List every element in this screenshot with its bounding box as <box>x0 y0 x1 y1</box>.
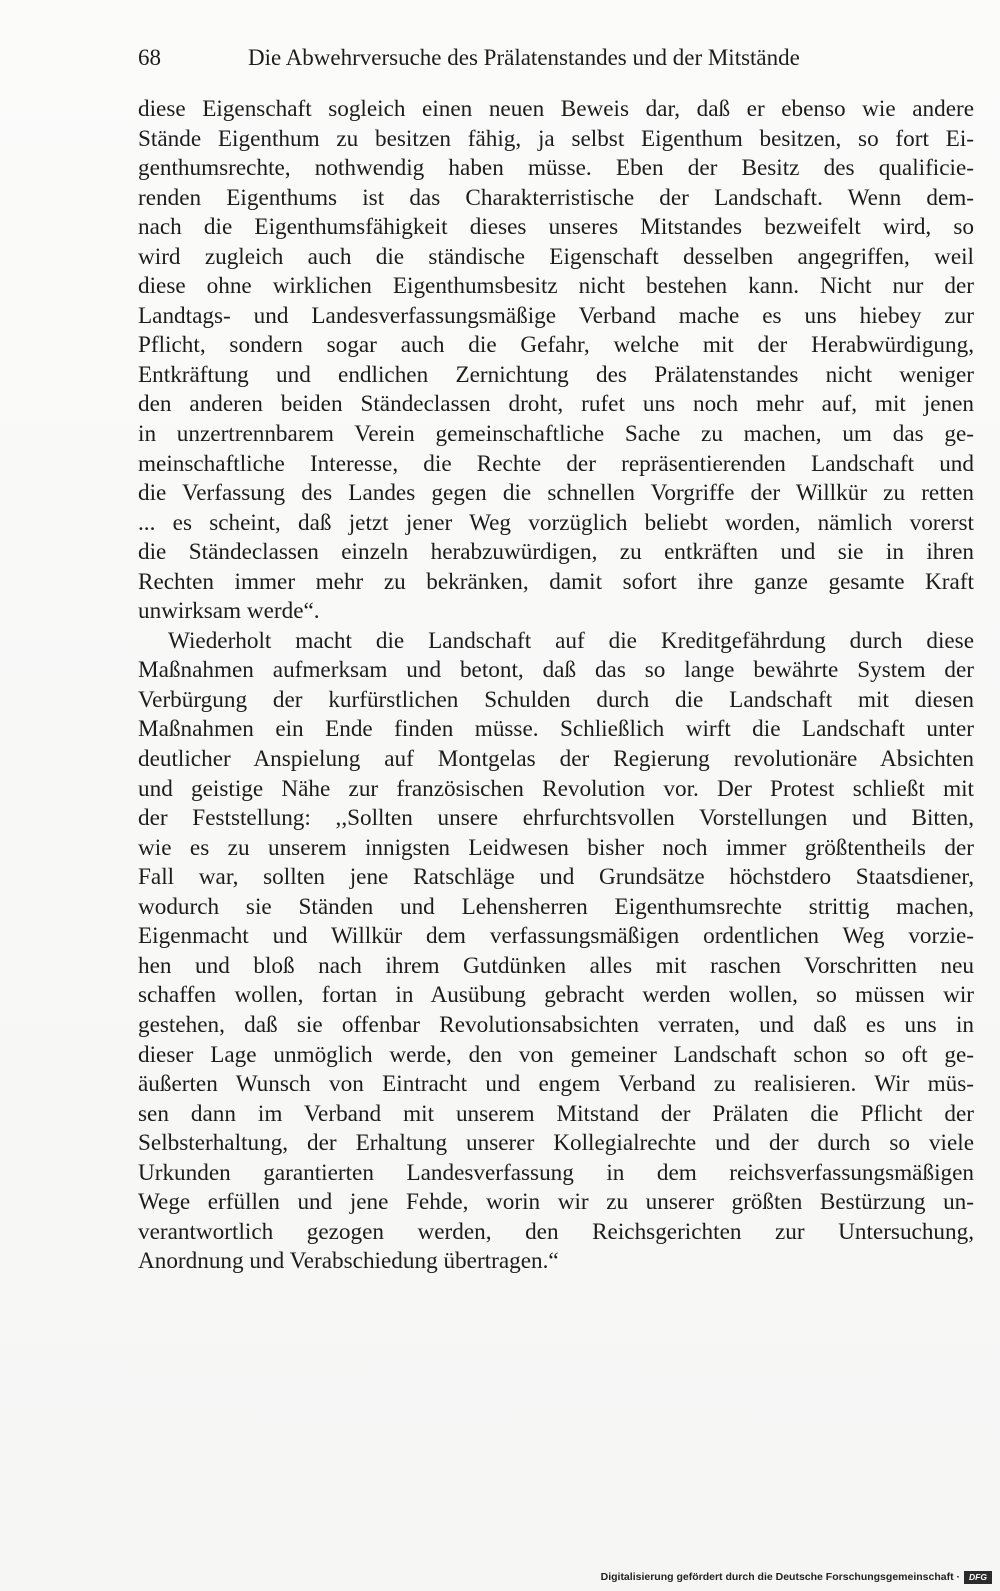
text-line: schaffen wollen, fortan in Ausübung gebracht werden wollen, so müssen wir <box>138 982 974 1009</box>
text-line: Rechten immer mehr zu bekränken, damit sofort ihre ganze gesamte Kraft <box>138 568 974 595</box>
text-line: in unzertrennbarem Verein gemeinschaftliche Sache zu machen, um das ge- <box>138 421 974 448</box>
text-line: Pflicht, sondern sogar auch die Gefahr, welche mit der Herabwürdigung, <box>138 332 974 359</box>
text-line: hen und bloß nach ihrem Gutdünken alles mit raschen Vorschritten neu <box>138 952 974 979</box>
text-line: sen dann im Verband mit unserem Mitstand der Prälaten die Pflicht der <box>138 1100 974 1127</box>
text-line: und geistige Nähe zur französischen Revolution vor. Der Protest schließt mit <box>138 775 974 802</box>
text-line: wodurch sie Ständen und Lehensherren Eigenthumsrechte strittig machen, <box>138 893 974 920</box>
text-line: meinschaftliche Interesse, die Rechte der repräsentierenden Landschaft und <box>138 450 974 477</box>
text-line: Selbsterhaltung, der Erhaltung unserer Kollegialrechte und der durch so viele <box>138 1130 974 1157</box>
text-line: äußerten Wunsch von Eintracht und engem Verband zu realisieren. Wir müs- <box>138 1071 974 1098</box>
dfg-logo: DFG <box>964 1571 992 1584</box>
text-line: nach die Eigenthumsfähigkeit dieses unseres Mitstandes bezweifelt wird, so <box>138 214 974 241</box>
text-line: renden Eigenthums ist das Charakterristische der Landschaft. Wenn dem- <box>138 184 974 211</box>
text-line: wird zugleich auch die ständische Eigenschaft desselben angegriffen, weil <box>138 243 974 270</box>
text-line: dieser Lage unmöglich werde, den von gemeiner Landschaft schon so oft ge- <box>138 1041 974 1068</box>
text-line: Wege erfüllen und jene Fehde, worin wir zu unserer größten Bestürzung un- <box>138 1189 974 1216</box>
page-number: 68 <box>138 45 161 70</box>
text-line: der Feststellung: ,,Sollten unsere ehrfurchtsvollen Vorstellungen und Bitten, <box>138 805 974 832</box>
text-line: genthumsrechte, nothwendig haben müsse. Eben der Besitz des qualificie- <box>138 155 974 182</box>
text-line: den anderen beiden Ständeclassen droht, rufet uns noch mehr auf, mit jenen <box>138 391 974 418</box>
text-line: diese Eigenschaft sogleich einen neuen Beweis dar, daß er ebenso wie andere <box>138 96 974 122</box>
text-line: unwirksam werde“. <box>138 598 320 625</box>
text-line: wie es zu unserem innigsten Leidwesen bisher noch immer größtentheils der <box>138 834 974 861</box>
credit-text: Digitalisierung gefördert durch die Deutsche Forschungsgemeinschaft · <box>600 1571 960 1583</box>
text-line: verantwortlich gezogen werden, den Reichsgerichten zur Untersuchung, <box>138 1218 974 1245</box>
digitization-credit <box>601 1569 992 1585</box>
text-line: Maßnahmen aufmerksam und betont, daß das so lange bewährte System der <box>138 657 974 684</box>
text-line: die Verfassung des Landes gegen die schnellen Vorgriffe der Willkür zu retten <box>138 480 974 507</box>
text-line: deutlicher Anspielung auf Montgelas der Regierung revolutionäre Absichten <box>138 746 974 773</box>
text-line: Eigenmacht und Willkür dem verfassungsmäßigen ordentlichen Weg vorzie- <box>138 923 974 950</box>
text-line: Maßnahmen ein Ende finden müsse. Schließlich wirft die Landschaft unter <box>138 716 974 743</box>
running-title: Die Abwehrversuche des Prälatenstandes und der Mitstände <box>248 45 800 70</box>
text-line: Landtags- und Landesverfassungsmäßige Verband mache es uns hiebey zur <box>138 302 974 329</box>
text-line: Stände Eigenthum zu besitzen fähig, ja selbst Eigenthum besitzen, so fort Ei- <box>138 125 974 152</box>
text-line: diese ohne wirklichen Eigenthumsbesitz nicht bestehen kann. Nicht nur der <box>138 273 974 300</box>
text-line: gestehen, daß sie offenbar Revolutionsabsichten verraten, und daß es uns in <box>138 1011 974 1038</box>
page-header <box>138 42 968 74</box>
text-line: Verbürgung der kurfürstlichen Schulden durch die Landschaft mit diesen <box>138 686 974 713</box>
paragraph-first-line: Wiederholt macht die Landschaft auf die Kreditgefährdung durch diese <box>168 627 974 654</box>
text-line: ... es scheint, daß jetzt jener Weg vorzüglich beliebt worden, nämlich vorerst <box>138 509 974 536</box>
text-line: Urkunden garantierten Landesverfassung in dem reichsverfassungsmäßigen <box>138 1159 974 1186</box>
text-line: Fall war, sollten jene Ratschläge und Grundsätze höchstdero Staatsdiener, <box>138 864 974 891</box>
text-line: die Ständeclassen einzeln herabzuwürdigen, zu entkräften und sie in ihren <box>138 539 974 566</box>
text-line: Anordnung und Verabschiedung übertragen.“ <box>138 1248 559 1275</box>
text-line: Entkräftung und endlichen Zernichtung des Prälatenstandes nicht weniger <box>138 361 974 388</box>
body-text <box>138 95 974 1277</box>
